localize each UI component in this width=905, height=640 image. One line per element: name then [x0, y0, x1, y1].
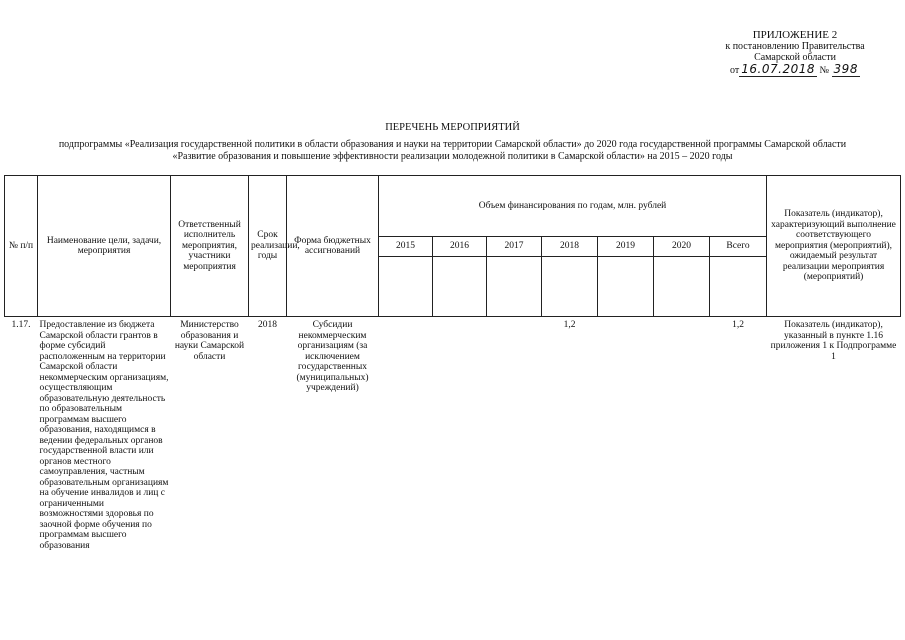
- header-term: Срок реализации, годы: [249, 176, 287, 317]
- year-header: 2017: [487, 237, 542, 257]
- year-header: 2020: [654, 237, 710, 257]
- year-empty-cell: [654, 257, 710, 317]
- row-form: Субсидии некоммерческим организациям (за исключением государственных (муниципальных) учреждений): [296, 320, 369, 393]
- year-empty-cell: [379, 257, 433, 317]
- table-row: [5, 317, 901, 553]
- year-empty-cell: [598, 257, 654, 317]
- handwritten-number: 398: [833, 62, 858, 76]
- year-header: 2019: [598, 237, 654, 257]
- handwritten-date: 16.07.2018: [741, 62, 815, 76]
- appendix-line2: Самарской области: [754, 52, 836, 63]
- year-header: 2016: [433, 237, 487, 257]
- row-name: Предоставление из бюджета Самарской области грантов в форме субсидий расположенным на территории Самарской области некоммерческим организациям, осуществляющим образовательную деятельность по образовательным программам высшего образования, находящимся в ведении федеральных органов государственной власти или органов местного самоуправления, частным образовательным организациям на обучение инвалидов и лиц с ограниченными возможностями здоровья по заочной форме обучения по программам высшего образования: [39, 320, 169, 551]
- document-title: ПЕРЕЧЕНЬ МЕРОПРИЯТИЙ: [385, 122, 520, 133]
- number-label: №: [819, 65, 830, 76]
- row-executor: Министерство образования и науки Самарской области: [174, 320, 245, 362]
- row-value-2019: [598, 317, 654, 553]
- row-value-2018: 1,2: [563, 320, 576, 330]
- year-empty-cell: [710, 257, 767, 317]
- appendix-line1: к постановлению Правительства: [725, 41, 865, 52]
- row-num: 1.17.: [11, 320, 31, 330]
- header-form: Форма бюджетных ассигнований: [287, 176, 379, 317]
- subtitle-line2: «Развитие образования и повышение эффективности реализации молодежной политики в Самарской области» на 2015 – 2020 годы: [172, 151, 733, 162]
- header-indicator: Показатель (индикатор), характеризующий выполнение соответствующего мероприятия (мероприятий), ожидаемый результат реализации мероприятия (мероприятий): [767, 176, 901, 317]
- row-value-2016: [433, 317, 487, 553]
- from-label: от: [730, 65, 740, 76]
- header-name: Наименование цели, задачи, мероприятия: [38, 176, 171, 317]
- row-value-2015: [379, 317, 433, 553]
- header-num: № п/п: [5, 176, 38, 317]
- total-header: Всего: [710, 237, 767, 257]
- row-value-2017: [487, 317, 542, 553]
- subtitle-line1: подпрограммы «Реализация государственной политики в области образования и науки на территории Самарской области» до 2020 года государственной программы Самарской области: [58, 139, 847, 150]
- row-term: 2018: [258, 320, 277, 330]
- activities-table: [4, 175, 901, 552]
- document-subtitle: [0, 139, 905, 163]
- year-empty-cell: [487, 257, 542, 317]
- appendix-title: ПРИЛОЖЕНИЕ 2: [752, 29, 838, 41]
- appendix-block: [700, 30, 890, 76]
- appendix-date-line: [700, 64, 890, 76]
- year-header: 2015: [379, 237, 433, 257]
- header-funding: Объем финансирования по годам, млн. рублей: [379, 176, 767, 237]
- year-header: 2018: [542, 237, 598, 257]
- header-executor: Ответственный исполнитель мероприятия, участники мероприятия: [171, 176, 249, 317]
- row-indicator: Показатель (индикатор), указанный в пункте 1.16 приложения 1 к Подпрограмме 1: [770, 320, 897, 362]
- year-empty-cell: [542, 257, 598, 317]
- year-empty-cell: [433, 257, 487, 317]
- row-value-total: 1,2: [732, 320, 744, 330]
- row-value-2020: [654, 317, 710, 553]
